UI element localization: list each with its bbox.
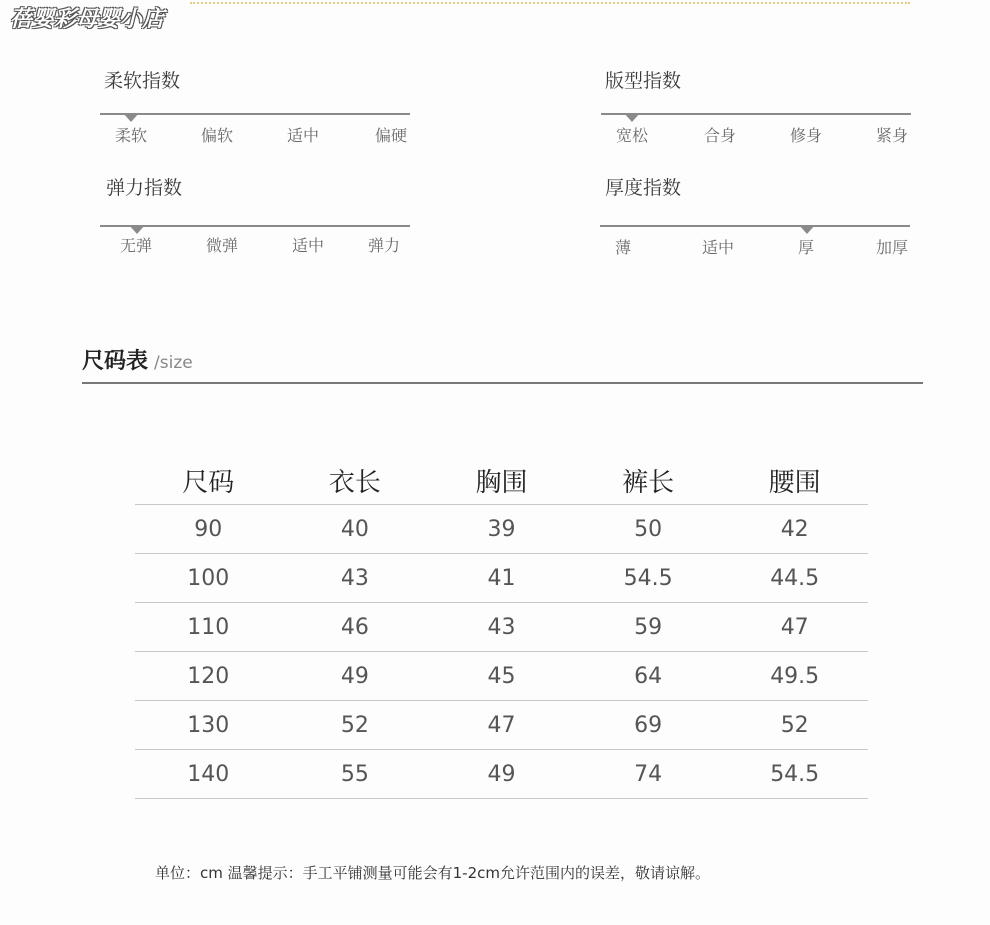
column-header-size: 尺码: [135, 456, 282, 505]
thickness-index: [600, 173, 910, 263]
index-marker-icon: [799, 225, 815, 234]
table-cell: 64: [575, 652, 722, 701]
table-cell: 40: [282, 505, 429, 554]
column-header-length: 衣长: [282, 456, 429, 505]
index-title: 柔软指数: [104, 70, 181, 92]
index-label: 柔软: [114, 126, 148, 145]
table-cell: 74: [575, 750, 722, 799]
table-cell: 49: [428, 750, 575, 799]
table-cell: 47: [428, 701, 575, 750]
table-row: [135, 554, 868, 603]
table-cell: 90: [135, 505, 282, 554]
table-cell: 140: [135, 750, 282, 799]
table-cell: 50: [575, 505, 722, 554]
table-cell: 44.5: [721, 554, 868, 603]
index-label: 宽松: [615, 126, 649, 145]
table-cell: 52: [282, 701, 429, 750]
index-marker-icon: [123, 113, 139, 122]
table-cell: 120: [135, 652, 282, 701]
index-marker-icon: [624, 113, 640, 122]
fit-index: [601, 66, 911, 156]
index-label: 偏软: [200, 126, 234, 145]
index-label: 加厚: [875, 238, 909, 257]
index-label: 适中: [701, 238, 735, 257]
table-cell: 54.5: [575, 554, 722, 603]
index-scale-line: [100, 225, 410, 227]
index-label: 无弹: [119, 236, 153, 255]
size-chart-title: [82, 344, 193, 375]
table-cell: 46: [282, 603, 429, 652]
table-cell: 42: [721, 505, 868, 554]
elasticity-index: [100, 173, 410, 263]
table-row: [135, 603, 868, 652]
table-cell: 49.5: [721, 652, 868, 701]
size-chart-subtitle: /size: [154, 353, 193, 373]
table-cell: 110: [135, 603, 282, 652]
table-cell: 41: [428, 554, 575, 603]
table-cell: 39: [428, 505, 575, 554]
index-label: 合身: [703, 126, 737, 145]
table-cell: 59: [575, 603, 722, 652]
column-header-waist: 腰围: [721, 456, 868, 505]
shop-watermark: 蓓婴彩母婴小店: [10, 7, 165, 32]
index-scale-line: [100, 113, 410, 115]
table-cell: 43: [428, 603, 575, 652]
index-label: 弹力: [367, 236, 401, 255]
index-label: 微弹: [205, 236, 239, 255]
table-row: [135, 652, 868, 701]
index-label: 薄: [614, 238, 632, 257]
index-label: 适中: [286, 126, 320, 145]
size-chart-title-text: 尺码表: [82, 349, 149, 374]
index-title: 厚度指数: [605, 177, 682, 199]
column-header-pants-length: 裤长: [575, 456, 722, 505]
softness-index: [100, 66, 410, 156]
index-title: 版型指数: [605, 70, 682, 92]
size-table: [135, 456, 868, 799]
table-row: [135, 750, 868, 799]
index-label: 紧身: [875, 126, 909, 145]
table-cell: 100: [135, 554, 282, 603]
index-scale-line: [600, 225, 910, 227]
table-cell: 49: [282, 652, 429, 701]
index-label: 偏硬: [374, 126, 408, 145]
table-cell: 130: [135, 701, 282, 750]
table-cell: 43: [282, 554, 429, 603]
table-row: [135, 505, 868, 554]
index-scale-line: [601, 113, 911, 115]
column-header-chest: 胸围: [428, 456, 575, 505]
table-cell: 69: [575, 701, 722, 750]
table-cell: 54.5: [721, 750, 868, 799]
size-chart-divider: [82, 382, 923, 384]
table-row: [135, 701, 868, 750]
table-cell: 52: [721, 701, 868, 750]
table-cell: 55: [282, 750, 429, 799]
index-label: 修身: [789, 126, 823, 145]
index-title: 弹力指数: [106, 177, 183, 199]
table-cell: 47: [721, 603, 868, 652]
index-label: 厚: [797, 238, 815, 257]
table-cell: 45: [428, 652, 575, 701]
measurement-note: 单位：cm 温馨提示：手工平铺测量可能会有1-2cm允许范围内的误差，敬请谅解。: [155, 864, 710, 882]
top-dotted-border: [190, 2, 910, 4]
index-label: 适中: [291, 236, 325, 255]
table-header-row: [135, 456, 868, 505]
